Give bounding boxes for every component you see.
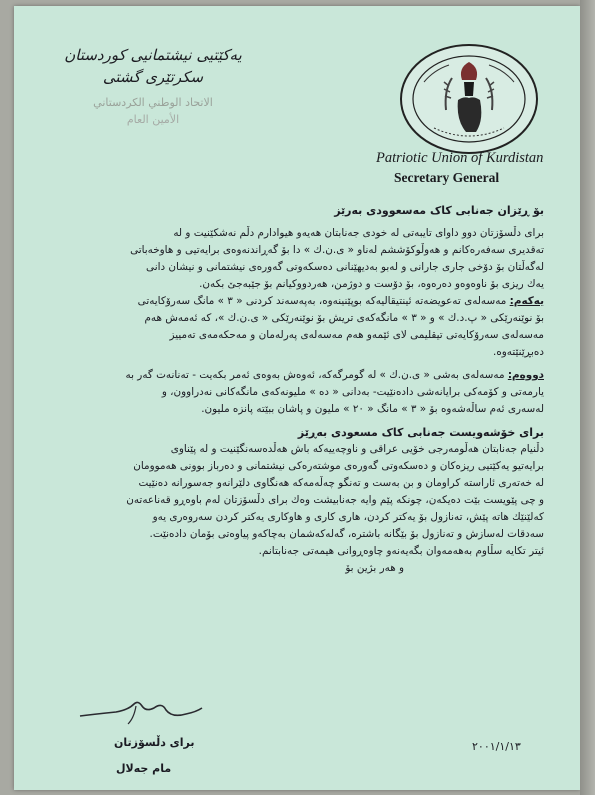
first-point-line: مەسەلەی سەرۆکایەتی تیقلیمی لای ئێمەو هەم مەسەلەی پەرلەمان و مەحکەمەی تەمییز: [169, 329, 544, 341]
closing-line: لە خەتەری ئاراستە کراومان و بن بەست و تەنگو چەڵەمەکە هەنگاوی دلێرانەو جەسورانە دەنێیت: [138, 477, 544, 489]
closing-line: برایەتیو یەکێتیی ریزەکان و دەسکەوتی گەورەی موشتەرەکی نیشتمانی و دەرباز بوونی هەموومان: [133, 460, 544, 472]
letter-body: [50, 202, 544, 577]
closing-line: سەدقات لەسازش و تەنازول بۆ بێگانە باشترە، گەلەکەشمان بەچاکەو پیاوەتی بۆمان دادەنێت.: [149, 528, 544, 540]
intro-line: برای دڵسۆزتان دوو داوای تایبەتی لە خودی جەنابتان هەیەو هیوادارم دڵم نەشکێنیت و لە: [173, 227, 544, 239]
first-point-label: یەکەم:: [509, 295, 544, 307]
first-point-text: مەسەلەی تەعویضەتە ئینتیقالیەکە بوپێنینەوە، بەپەسەند کردنی « ٣ » مانگ سەرۆکایەتی: [137, 295, 507, 307]
kurdish-letterhead: [38, 46, 268, 126]
letter-sheet: [14, 6, 580, 790]
salutation: بۆ ڕێزان جەنابی کاک مەسعوودی بەرێز: [334, 204, 544, 217]
second-point-label: دووەم:: [507, 369, 544, 381]
signoff-name: مام جەلال: [116, 762, 172, 775]
second-point-line: [50, 367, 544, 384]
handwritten-signature-icon: [76, 690, 206, 730]
letter-date: ٢٠٠١/١/١٣: [472, 740, 521, 753]
long-live-line: و هەر بژین بۆ: [345, 562, 404, 574]
second-point-line: یارمەتی و کۆمەکی برایانەشی دادەنێیت- بەدانی « دە » ملیونەکەی مانگەکانی نەدراوون، و: [161, 386, 544, 398]
first-point-line: دەبڕێنێتەوە.: [493, 346, 544, 358]
first-point-line: بۆ نوێنەرێکی « پ.د.ك » و « ٣ » مانگەکەی تریش بۆ نوێنەرێکی « ی.ن.ك »، کە ئەمەش هەم: [144, 312, 544, 324]
arabic-party-name: الاتحاد الوطني الكردستاني: [93, 96, 213, 109]
closing-line: کەلێنێك هاتە پێش، تەنازول بۆ یەکتر کردن، هاری کاری و هاوکاری یەکتر کردن سەروەری یەو: [152, 511, 544, 523]
closing-line: دڵنیام جەنابتان هەڵومەرجی خۆیی عراقی و ناوچەییەکە باش هەڵدەسەنگێنیت و لە پێناوی: [170, 443, 544, 455]
closing-line: و چی پێویست بێت دەیکەن، چونکە پێم وایە جەنابیشت وەك برای دڵسۆزتان لەم باوەڕو قەناعەتەن: [126, 494, 544, 506]
puk-emblem-icon: [394, 40, 544, 158]
arabic-secretary-general: الأمين العام: [126, 113, 180, 126]
first-point-line: [50, 293, 544, 310]
party-name-english: Patriotic Union of Kurdistan: [376, 150, 544, 166]
intro-line: یەك ریزی بۆ ناوەوەو دەرەوە، بۆ دۆست و دوژمن، هەردووکیانم بۆ جێبەجێ بکەن.: [199, 278, 544, 290]
closing-line: ئیتر تکایە سڵاوم بەهەمەوان بگەیەنەو چاوەڕوانی هیمەتی جەنابتانم.: [258, 545, 544, 557]
intro-line: تەقدیری سەفەرەکانم و هەوڵوکۆششم لەناو « ی.ن.ك » دا بۆ گەڕاندنەوەی برایەتیی و هاوخەباتی: [130, 244, 544, 256]
secretary-general-english: Secretary General: [394, 170, 500, 185]
page-edge-shadow: [580, 0, 595, 795]
closing-heading: برای خۆشەویست جەنابی کاک مسعودی بەڕێز: [297, 426, 544, 439]
kurdish-party-name: یەکێتیی نیشتمانیی کوردستان: [64, 46, 242, 64]
signoff-label: برای دڵسۆزتان: [114, 736, 195, 749]
intro-line: لەگەڵتان بۆ دۆخی جاری جارانی و لەبو بەدیهێنانی دەسکەوتی گەورەی نیشتمانی و نیشان دانی: [146, 261, 544, 273]
second-point-text: مەسەلەی بەشی « ی.ن.ك » لە گومرگەکە، ئەوەش بەوەی ئەمر بکەیت - تەنانەت گەر بە: [125, 369, 505, 381]
kurdish-secretary-general: سکرتێری گشتی: [102, 68, 204, 86]
second-point-line: لەسەری ئەم ساڵەشەوە بۆ « ٣ » مانگ « ٢٠ » ملیون و پاشان ببێتە پانزە ملیون.: [201, 403, 544, 415]
